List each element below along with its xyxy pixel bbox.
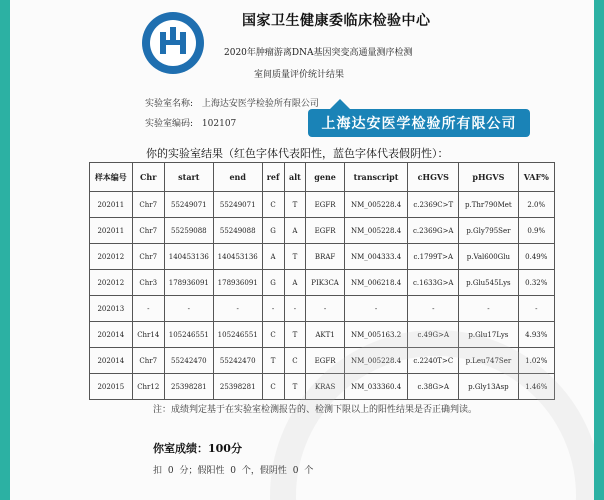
cell: EGFR [306,218,344,244]
table-row [90,218,555,244]
cell: C [262,192,284,218]
cell: 4.93% [518,322,554,348]
cell: p.Glu545Lys [459,270,518,296]
cell: 140453136 [213,244,262,270]
cell: p.Gly13Asp [459,374,518,400]
cell: Chr3 [132,270,164,296]
cell: A [284,270,306,296]
page-subtitle-2: 室间质量评价统计结果 [254,70,345,80]
lab-name-label: 实验室名称: [145,99,194,109]
col-vaf: VAF% [518,163,554,192]
cell: 55249071 [213,192,262,218]
cell: 25398281 [164,374,213,400]
cell: T [284,322,306,348]
cell: A [284,218,306,244]
cell: Chr7 [132,348,164,374]
cell: - [459,296,518,322]
cell: - [284,296,306,322]
cell: - [518,296,554,322]
cell: 55242470 [164,348,213,374]
cell: p.Gly795Ser [459,218,518,244]
cell: p.Val600Glu [459,244,518,270]
cell: c.1633G>A [408,270,459,296]
col-start: start [164,163,213,192]
col-chgvs: cHGVS [408,163,459,192]
cell: 105246551 [213,322,262,348]
cell: Chr14 [132,322,164,348]
col-ref: ref [262,163,284,192]
certificate-page [10,0,594,500]
cell: C [262,322,284,348]
cell: c.2240T>C [408,348,459,374]
cell: NM_005228.4 [344,348,407,374]
cell: AKT1 [306,322,344,348]
cell: NM_005228.4 [344,218,407,244]
cell: c.2369C>T [408,192,459,218]
cell: - [408,296,459,322]
col-alt: alt [284,163,306,192]
cell: EGFR [306,348,344,374]
cell: NM_033360.4 [344,374,407,400]
cell: 202014 [90,322,133,348]
lab-name-line [145,96,319,109]
cell: - [262,296,284,322]
table-row [90,244,555,270]
callout-pointer [330,99,350,109]
table-row [90,192,555,218]
cell: 202013 [90,296,133,322]
cell: Chr7 [132,192,164,218]
cell: 55249088 [213,218,262,244]
cell: - [306,296,344,322]
cell: p.Leu747Ser [459,348,518,374]
col-transcript: transcript [344,163,407,192]
cell: NM_005228.4 [344,192,407,218]
page-title: 国家卫生健康委临床检验中心 [242,13,431,29]
cell: p.Thr790Met [459,192,518,218]
cell: - [344,296,407,322]
cell: A [262,244,284,270]
lab-code-label: 实验室编码: [145,119,194,129]
cell: NM_006218.4 [344,270,407,296]
cell: c.38G>A [408,374,459,400]
cell: c.2369G>A [408,218,459,244]
cell: PIK3CA [306,270,344,296]
cell: 178936091 [213,270,262,296]
col-sample-id: 样本编号 [90,163,133,192]
cell: 178936091 [164,270,213,296]
cell: G [262,270,284,296]
cell: 202015 [90,374,133,400]
table-row [90,296,555,322]
cell: 0.9% [518,218,554,244]
cell: - [132,296,164,322]
cell: EGFR [306,192,344,218]
error-counts: 扣 0 分；假阳性 0 个，假阴性 0 个 [153,466,314,476]
cell: c.49G>A [408,322,459,348]
lab-score: 你室成绩：100分 [153,442,242,455]
cell: 55259088 [164,218,213,244]
page-subtitle: 2020年肿瘤游离DNA基因突变高通量测序检测 [224,48,413,58]
col-phgvs: pHGVS [459,163,518,192]
cell: 0.49% [518,244,554,270]
lab-code-line [145,116,236,129]
cell: T [284,374,306,400]
cell: 55249071 [164,192,213,218]
cell: C [262,374,284,400]
lab-name-value: 上海达安医学检验所有限公司 [201,99,319,109]
cell: NM_004333.4 [344,244,407,270]
institution-logo [140,10,206,76]
cell: 202011 [90,192,133,218]
cell: Chr7 [132,244,164,270]
cell: C [284,348,306,374]
col-end: end [213,163,262,192]
results-heading: 你的实验室结果（红色字体代表阳性，蓝色字体代表假阴性）： [146,147,449,160]
cell: 202012 [90,270,133,296]
footnote: 注：成绩判定基于在实验室检测报告的、检测下限以上的阳性结果是否正确判读。 [153,405,478,415]
cell: 2.0% [518,192,554,218]
cell: - [164,296,213,322]
cell: 105246551 [164,322,213,348]
cell: KRAS [306,374,344,400]
table-row [90,270,555,296]
table-header-row [90,163,555,192]
cell: NM_005163.2 [344,322,407,348]
cell: - [213,296,262,322]
cell: c.1799T>A [408,244,459,270]
cell: 0.32% [518,270,554,296]
cell: 1.02% [518,348,554,374]
col-gene: gene [306,163,344,192]
cell: T [284,192,306,218]
cell: p.Glu17Lys [459,322,518,348]
cell: Chr7 [132,218,164,244]
cell: T [262,348,284,374]
cell: Chr12 [132,374,164,400]
cell: 202011 [90,218,133,244]
cell: 55242470 [213,348,262,374]
cell: BRAF [306,244,344,270]
cell: 202012 [90,244,133,270]
lab-code-value: 102107 [201,119,237,129]
col-chr: Chr [132,163,164,192]
cell: 25398281 [213,374,262,400]
cell: G [262,218,284,244]
cell: T [284,244,306,270]
cell: 1.46% [518,374,554,400]
cell: 140453136 [164,244,213,270]
callout-banner: 上海达安医学检验所有限公司 [308,109,530,137]
cell: 202014 [90,348,133,374]
